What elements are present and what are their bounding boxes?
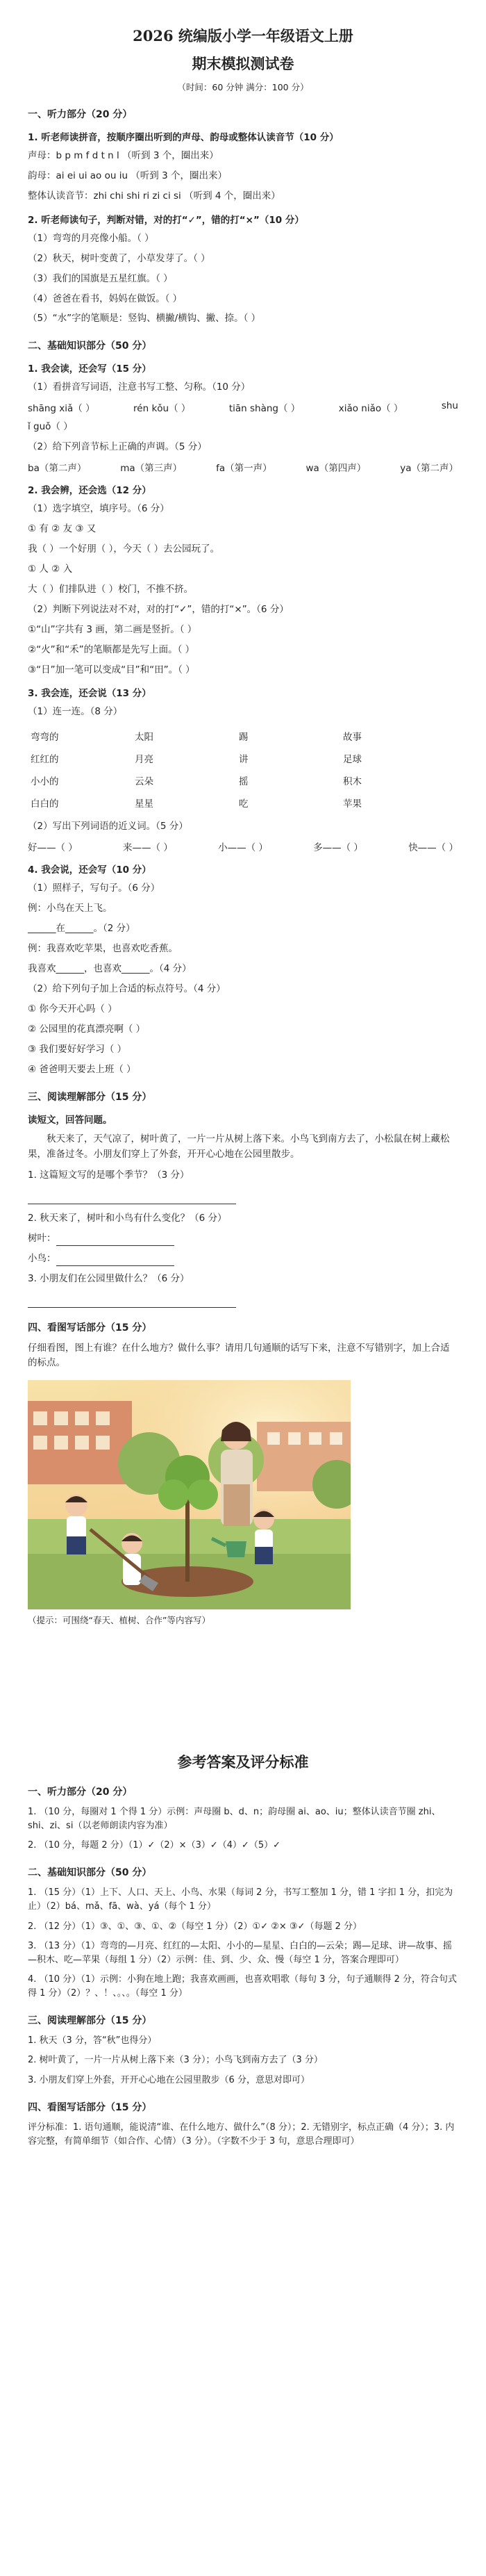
answer-line xyxy=(56,1236,174,1246)
match-word: 小小的 xyxy=(31,776,59,788)
pinyin-item-tail: ǐ guǒ（ ） xyxy=(28,421,73,433)
reading-heading: 读短文，回答问题。 xyxy=(28,1114,112,1126)
part2-q3-title: 3. 我会连，还会说（13 分） xyxy=(28,688,151,700)
fill-sentence: ______在______。（2 分） xyxy=(28,923,135,935)
answer-line-text: 1. （10 分，每圈对 1 个得 1 分）示例：声母圈 b、d、n；韵母圈 ai、ao、iu；整体认读音节圈 zhi、shi、zi、si（以老师朗读内容为准） xyxy=(28,1806,441,1831)
answer-line-text: 2. （12 分）（1）③、①、③、①、②（每空 1 分）（2）①✓ ②× ③✓（每题 2 分） xyxy=(28,1921,362,1932)
part1-q1-line: 韵母：ai ei ui ao ou iu （听到 3 个，圈出来） xyxy=(28,170,227,181)
reading-question: 2. 秋天来了，树叶和小鸟有什么变化？（6 分） xyxy=(28,1213,227,1224)
example-sentence: 例：小鸟在天上飞。 xyxy=(28,903,112,914)
answer-part1-heading: 一、听力部分（20 分） xyxy=(28,1786,133,1798)
synonym-item: 小——（ ） xyxy=(218,842,268,854)
synonym-item: 来——（ ） xyxy=(123,842,173,854)
judge-item: ①“山”字共有 3 画，第二画是竖折。（ ） xyxy=(28,623,197,635)
match-word: 星星 xyxy=(135,798,153,810)
match-word: 红红的 xyxy=(31,754,59,766)
match-word: 太阳 xyxy=(135,732,153,744)
part2-q3-sub1: （1）连一连。（8 分） xyxy=(28,706,123,718)
part2-q1-sub2: （2）给下列音节标上正确的声调。（5 分） xyxy=(28,441,207,453)
judge-item: （5）“水”字的笔顺是：竖钩、横撇/横钩、撇、捺。（ ） xyxy=(28,313,261,325)
part1-q2-title: 2. 听老师读句子，判断对错，对的打“✓”，错的打“×”（10 分） xyxy=(28,214,304,226)
part1-heading: 一、听力部分（20 分） xyxy=(28,109,133,120)
part1-q1-line: 声母：b p m f d t n l （听到 3 个，圈出来） xyxy=(28,150,219,161)
part2-q2-sub1: （1）选字填空，填序号。（6 分） xyxy=(28,503,169,515)
judge-item: （1）弯弯的月亮像小船。（ ） xyxy=(28,232,154,244)
answer-prompt: 树叶： xyxy=(28,1231,458,1246)
pinyin-row xyxy=(28,400,458,414)
answer-key xyxy=(28,1751,458,2149)
exam-title: 2026 统编版小学一年级语文上册 xyxy=(133,27,353,44)
punctuation-item: ③ 我们要好好学习（ ） xyxy=(28,1043,127,1055)
part2-heading: 二、基础知识部分（50 分） xyxy=(28,341,152,352)
part2-q4-title: 4. 我会说，还会写（10 分） xyxy=(28,864,151,876)
answer-line-text: 4. （10 分）（1）示例：小狗在地上跑；我喜欢画画，也喜欢唱歌（每句 3 分，句子通顺得 2 分，符合句式得 1 分）（2）？、！、。、。（每空 1 分） xyxy=(28,1974,458,1999)
part1-q1-title: 1. 听老师读拼音，按顺序圈出听到的声母、韵母或整体认读音节（10 分） xyxy=(28,132,339,143)
reading-passage: 秋天来了，天气凉了，树叶黄了，一片一片从树上落下来。小鸟飞到南方去了，小松鼠在树上藏松果，准备过冬。小朋友们穿上了外套，开开心心地在公园里散步。 xyxy=(28,1133,450,1160)
exam-subtitle-title: 期末模拟测试卷 xyxy=(192,55,294,72)
answer-line-text: 3. 小朋友们穿上外套，开开心心地在公园里散步（6 分，意思对即可） xyxy=(28,2074,310,2085)
match-word: 白白的 xyxy=(31,798,59,810)
tone-row xyxy=(28,460,458,474)
part2-q2-sub2: （2）判断下列说法对不对，对的打“✓”，错的打“×”。（6 分） xyxy=(28,603,289,615)
tone-item: ma（第三声） xyxy=(120,463,183,475)
judge-item: ②“火”和“禾”的笔顺都是先写上面。（ ） xyxy=(28,643,195,655)
synonym-row xyxy=(28,839,458,853)
part2-q3-sub2: （2）写出下列词语的近义词。（5 分） xyxy=(28,821,188,832)
answer-line-text: 1. 秋天（3 分，答“秋”也得分） xyxy=(28,2035,157,2046)
answer-line xyxy=(56,1256,174,1266)
match-word: 积木 xyxy=(343,776,362,788)
part3-heading: 三、阅读理解部分（15 分） xyxy=(28,1091,152,1103)
synonym-item: 多——（ ） xyxy=(313,842,363,854)
match-word: 足球 xyxy=(343,754,362,766)
tone-item: ba（第二声） xyxy=(28,463,87,475)
answer-line-text: 3. （13 分）（1）弯弯的—月亮、红红的—太阳、小小的—星星、白白的—云朵；踢—足球、讲—故事、摇—积木、吃—苹果（每组 1 分）（2）示例：佳、到、少、众、慢（每空 1 分，答案合理即可） xyxy=(28,1940,452,1965)
answer-line-text: 1. （15 分）（1）上下、人口、天上、小鸟、水果（每词 2 分，书写工整加 1 分，错 1 字扣 1 分，扣完为止）（2）bá、mǎ、fā、wà、yá（每个 1 分） xyxy=(28,1887,453,1912)
answer-line-text: 2. （10 分，每题 2 分）（1）✓（2）×（3）✓（4）✓（5）✓ xyxy=(28,1840,281,1851)
match-word: 月亮 xyxy=(135,754,153,766)
answer-line-text: 评分标准：1. 语句通顺，能说清“谁、在什么地方、做什么”（8 分）；2. 无错别字，标点正确（4 分）；3. 内容完整，有简单细节（如合作、心情）（3 分）。（字数不少于 3 句，意思合理即可） xyxy=(28,2122,455,2147)
answer-part2-heading: 二、基础知识部分（50 分） xyxy=(28,1867,152,1879)
exam-time-score: （时间：60 分钟 满分：100 分） xyxy=(177,82,309,92)
choice-options: ① 人 ② 入 xyxy=(28,563,73,575)
match-word: 苹果 xyxy=(343,798,362,810)
writing-prompt: 仔细看图，图上有谁？在什么地方？做什么事？请用几句通顺的话写下来，注意不写错别字，加上合适的标点。 xyxy=(28,1342,450,1368)
part4-heading: 四、看图写话部分（15 分） xyxy=(28,1322,152,1334)
judge-item: （4）爸爸在看书，妈妈在做饭。（ ） xyxy=(28,293,183,304)
answer-key-title: 参考答案及评分标准 xyxy=(177,1753,309,1771)
illustration-caption: （提示：可围绕“春天、植树、合作”等内容写） xyxy=(28,1614,210,1625)
part2-q1-sub1: （1）看拼音写词语，注意书写工整、匀称。（10 分） xyxy=(28,382,251,393)
tone-item: wa（第四声） xyxy=(305,463,367,475)
part2-q1-title: 1. 我会读，还会写（15 分） xyxy=(28,363,151,375)
judge-item: （2）秋天，树叶变黄了，小草发芽了。（ ） xyxy=(28,252,210,264)
match-word: 故事 xyxy=(343,732,362,744)
match-word: 讲 xyxy=(239,754,249,766)
tone-item: ya（第二声） xyxy=(400,463,458,475)
match-word: 踢 xyxy=(239,732,249,744)
part2-q2-title: 2. 我会辨，还会选（12 分） xyxy=(28,485,151,497)
tone-item: fa（第一声） xyxy=(216,463,272,475)
fill-sentence: 我喜欢______，也喜欢______。（4 分） xyxy=(28,962,192,974)
part2-q4-sub2: （2）给下列句子加上合适的标点符号。（4 分） xyxy=(28,983,226,994)
fill-sentence: 大（ ）们排队进（ ）校门，不推不挤。 xyxy=(28,583,194,595)
pinyin-item: shu xyxy=(441,400,458,412)
answer-line xyxy=(28,1188,236,1204)
tree-planting-illustration xyxy=(28,1380,351,1609)
match-word: 摇 xyxy=(239,776,249,788)
answer-line xyxy=(28,1292,236,1308)
pinyin-item: tiān shàng（ ） xyxy=(228,403,301,415)
synonym-item: 快——（ ） xyxy=(408,842,458,854)
part1-q1-line: 整体认读音节：zhi chi shi ri zi ci si （听到 4 个，圈出来） xyxy=(28,190,280,202)
fill-sentence: 我（ ）一个好朋（ ），今天（ ）去公园玩了。 xyxy=(28,543,220,555)
match-word: 弯弯的 xyxy=(31,732,59,744)
punctuation-item: ① 你今天开心吗（ ） xyxy=(28,1003,117,1015)
punctuation-item: ② 公园里的花真漂亮啊（ ） xyxy=(28,1023,146,1035)
matching-grid xyxy=(31,725,458,814)
synonym-item: 好——（ ） xyxy=(28,842,78,854)
pinyin-item: shāng xiǎ（ ） xyxy=(28,403,95,415)
pinyin-item: xiǎo niǎo（ ） xyxy=(338,403,403,415)
reading-question: 3. 小朋友们在公园里做什么？（6 分） xyxy=(28,1273,190,1285)
pinyin-item: rén kǒu（ ） xyxy=(133,403,191,415)
answer-line-text: 2. 树叶黄了，一片一片从树上落下来（3 分）；小鸟飞到南方去了（3 分） xyxy=(28,2055,323,2066)
reading-question: 1. 这篇短文写的是哪个季节？（3 分） xyxy=(28,1170,190,1181)
judge-item: （3）我们的国旗是五星红旗。（ ） xyxy=(28,272,173,284)
match-word: 吃 xyxy=(239,798,249,810)
choice-options: ① 有 ② 友 ③ 又 xyxy=(28,523,97,535)
example-sentence: 例：我喜欢吃苹果，也喜欢吃香蕉。 xyxy=(28,943,178,955)
answer-part4-heading: 四、看图写话部分（15 分） xyxy=(28,2101,152,2113)
answer-prompt: 小鸟： xyxy=(28,1252,458,1266)
punctuation-item: ④ 爸爸明天要去上班（ ） xyxy=(28,1063,136,1075)
answer-part3-heading: 三、阅读理解部分（15 分） xyxy=(28,2015,152,2027)
part2-q4-sub1: （1）照样子，写句子。（6 分） xyxy=(28,883,160,894)
judge-item: ③“日”加一笔可以变成“目”和“田”。（ ） xyxy=(28,664,195,675)
match-word: 云朵 xyxy=(135,776,153,788)
